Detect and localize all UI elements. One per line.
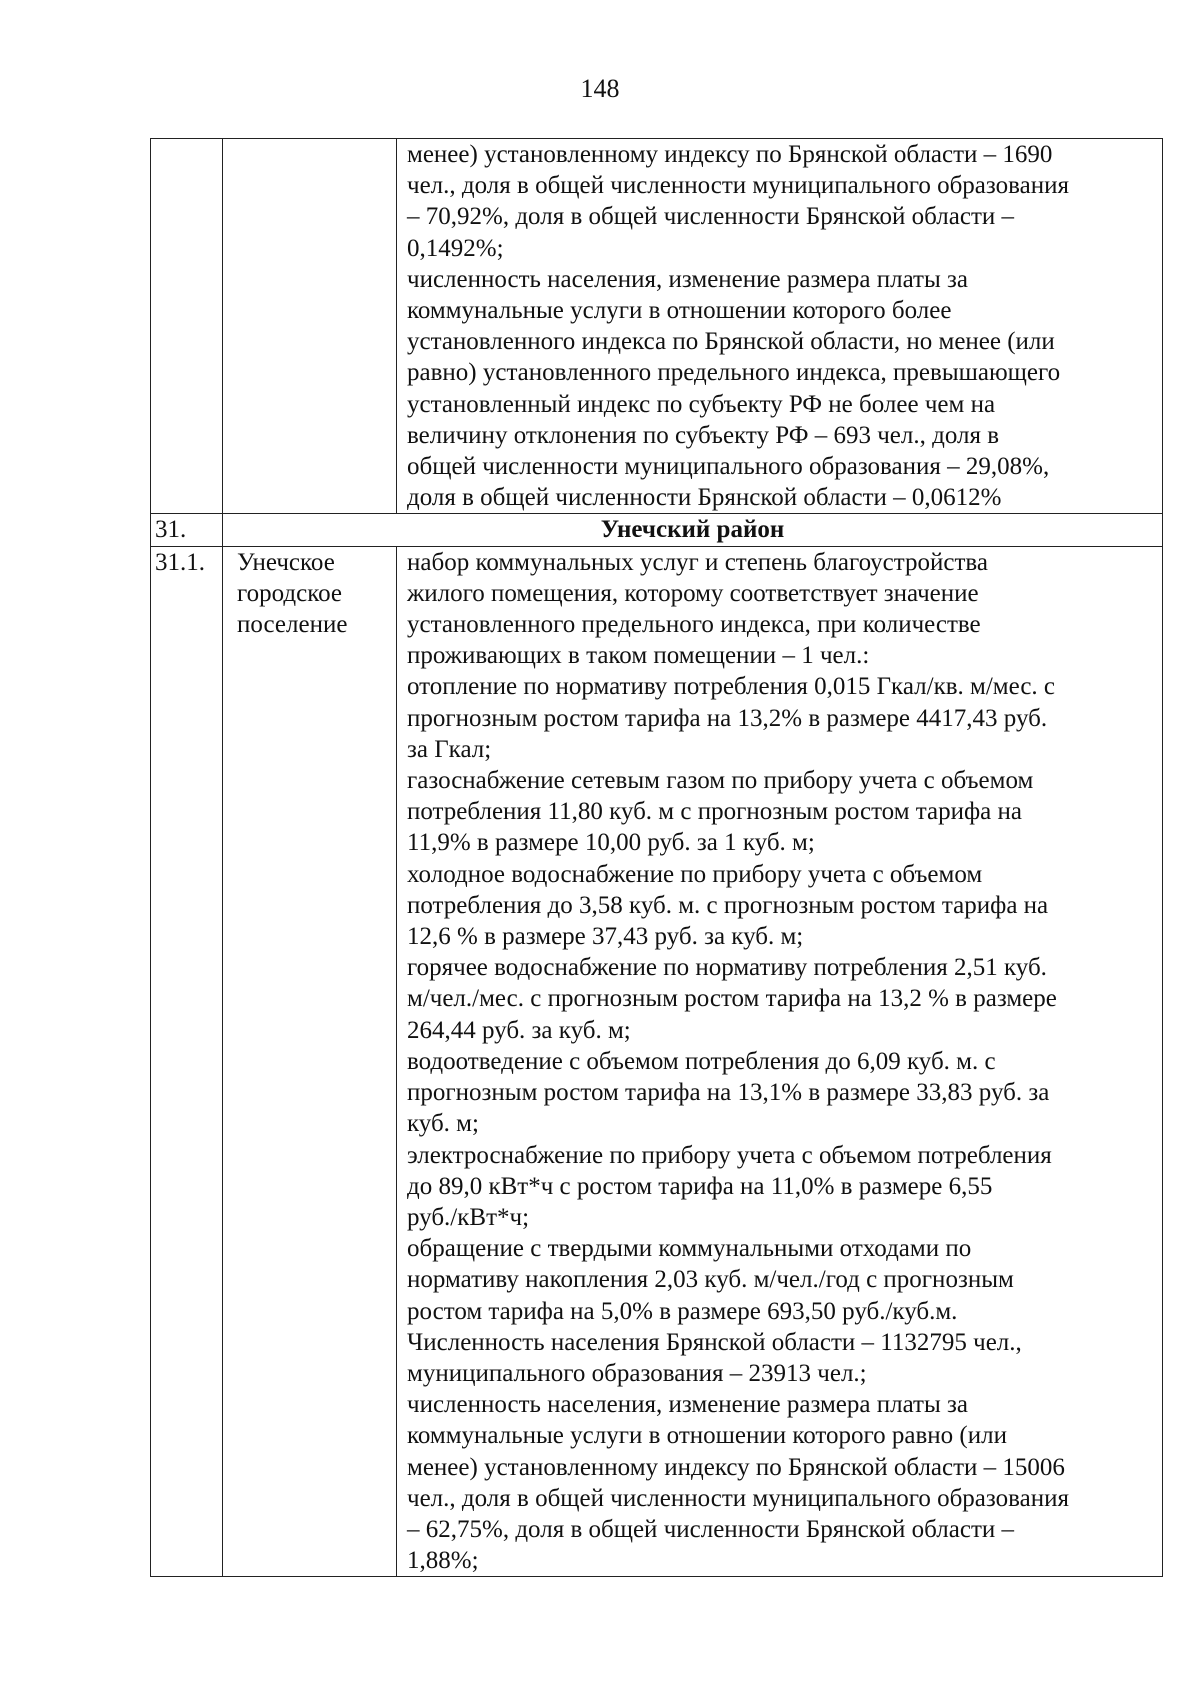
subsection-number: 31.1. [151, 546, 223, 1577]
text-line: установленного индекса по Брянской области, но менее (или [407, 328, 1055, 356]
text-line: газоснабжение сетевым газом по прибору учета с объемом [407, 767, 1034, 795]
text-line: м/чел./мес. с прогнозным ростом тарифа на 13,2 % в размере [407, 985, 1057, 1013]
text-line: чел., доля в общей численности муниципального образования [407, 1484, 1069, 1512]
section-number: 31. [151, 514, 223, 546]
text-line: доля в общей численности Брянской области – 0,0612% [407, 484, 1002, 512]
description-cell [397, 546, 1163, 1577]
text-line: поселение [237, 611, 348, 639]
text-line: прогнозным ростом тарифа на 13,2% в размере 4417,43 руб. [407, 704, 1048, 732]
text-line: нормативу накопления 2,03 куб. м/чел./год с прогнозным [407, 1266, 1014, 1294]
text-line: 11,9% в размере 10,00 руб. за 1 куб. м; [407, 829, 815, 857]
text-line: Численность населения Брянской области – 1132795 чел., [407, 1328, 1022, 1356]
text-line: потребления 11,80 куб. м с прогнозным ростом тарифа на [407, 798, 1022, 826]
text-line: руб./кВт*ч; [407, 1203, 530, 1231]
text-line: Унечское [237, 548, 335, 576]
page-number: 148 [580, 74, 620, 103]
text-line: менее) установленному индексу по Брянской области – 15006 [407, 1453, 1065, 1481]
text-line: набор коммунальных услуг и степень благоустройства [407, 548, 988, 576]
text-line: отопление по нормативу потребления 0,015 Гкал/кв. м/мес. с [407, 673, 1056, 701]
text-line: городское [237, 579, 343, 607]
text-line: коммунальные услуги в отношении которого равно (или [407, 1422, 1007, 1450]
municipality-name-cell [223, 546, 397, 1577]
text-line: равно) установленного предельного индекса, превышающего [407, 359, 1061, 387]
text-line: муниципального образования – 23913 чел.; [407, 1359, 867, 1387]
text-line: жилого помещения, которому соответствует значение [407, 579, 979, 607]
text-line: численность населения, изменение размера платы за [407, 265, 968, 293]
text-line: 12,6 % в размере 37,43 руб. за куб. м; [407, 923, 804, 951]
text-line: – 62,75%, доля в общей численности Брянской области – [407, 1515, 1014, 1543]
municipality-name-cell [223, 139, 397, 514]
text-line: коммунальные услуги в отношении которого более [407, 297, 952, 325]
row-number-cell [151, 139, 223, 514]
text-line: за Гкал; [407, 735, 492, 763]
text-line: 0,1492%; [407, 234, 504, 262]
text-line: установленный индекс по субъекту РФ не более чем на [407, 390, 996, 418]
table-row-continuation [151, 139, 1163, 514]
text-line: – 70,92%, доля в общей численности Брянской области – [407, 203, 1014, 231]
text-line: электроснабжение по прибору учета с объемом потребления [407, 1141, 1052, 1169]
text-line: общей численности муниципального образования – 29,08%, [407, 453, 1050, 481]
text-line: величину отклонения по субъекту РФ – 693 чел., доля в [407, 421, 1000, 449]
section-title: Унечский район [223, 514, 1163, 546]
tariff-table [150, 138, 1163, 1577]
text-line: до 89,0 кВт*ч с ростом тарифа на 11,0% в размере 6,55 [407, 1172, 993, 1200]
text-line: численность населения, изменение размера платы за [407, 1391, 968, 1419]
text-line: прогнозным ростом тарифа на 13,1% в размере 33,83 руб. за [407, 1079, 1050, 1107]
text-line: обращение с твердыми коммунальными отходами по [407, 1235, 972, 1263]
text-line: менее) установленному индексу по Брянской области – 1690 [407, 141, 1053, 168]
text-line: горячее водоснабжение по нормативу потребления 2,51 куб. [407, 954, 1047, 982]
text-line: проживающих в таком помещении – 1 чел.: [407, 642, 870, 670]
text-line: куб. м; [407, 1110, 479, 1138]
text-line: холодное водоснабжение по прибору учета с объемом [407, 860, 983, 888]
text-line: 1,88%; [407, 1547, 479, 1575]
text-line: ростом тарифа на 5,0% в размере 693,50 руб./куб.м. [407, 1297, 958, 1325]
text-line: установленного предельного индекса, при количестве [407, 611, 981, 639]
section-header-row [151, 514, 1163, 546]
description-cell [397, 139, 1163, 514]
text-line: водоотведение с объемом потребления до 6,09 куб. м. с [407, 1047, 996, 1075]
table-row-unecha [151, 546, 1163, 1577]
text-line: 264,44 руб. за куб. м; [407, 1016, 631, 1044]
text-line: чел., доля в общей численности муниципального образования [407, 172, 1069, 200]
text-line: потребления до 3,58 куб. м. с прогнозным ростом тарифа на [407, 891, 1049, 919]
